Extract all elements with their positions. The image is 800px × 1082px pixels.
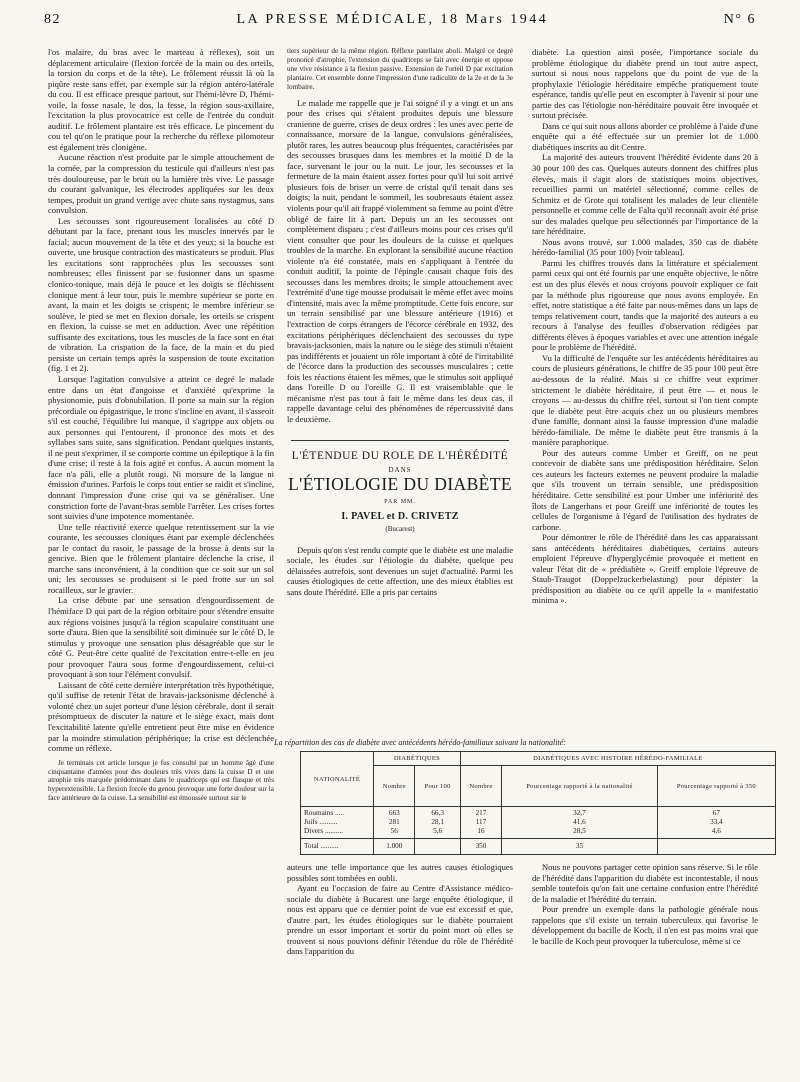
article-title: L'ÉTIOLOGIE DU DIABÈTE [288, 473, 512, 494]
paragraph: diabète. La question ainsi posée, l'importance sociale du problème étiologique du diabète prend un tout autre aspect, surtout si nous nous rappelons que du point de vue de la prophylaxie l'étiologie héréditaire empêche pratiquement toute espérance, tandis qu'elle peut en escompter à l'avenir si pour une partie des cas l'étiologie non-héréditaire pouvait être invoquée et surtout précisée. [532, 47, 758, 121]
cell-total-rapport: 35 [502, 839, 658, 855]
cell-total-nombre: 1.000 [374, 839, 415, 855]
header-nombre: Nombre [374, 766, 415, 807]
cell-nombre-2: 217 117 16 [460, 807, 501, 839]
cell-total-nombre-2: 350 [460, 839, 501, 855]
table-caption: La répartition des cas de diabète avec antécédents hérédo-familiaux suivant la nationalité: [274, 738, 566, 747]
cell-rapport-350: 67 33,4 4,6 [657, 807, 775, 839]
header-pour-100: Pour 100 [415, 766, 460, 807]
paragraph: Ayant eu l'occasion de faire au Centre d'Assistance médico-sociale du diabète à Bucarest une large enquête étiologique, il nous est apparu que ce dernier point de vue est excessif et que, d'autre part, les études étiologiques sur le diabète pourraient prendre un essor important et sortir du point mort où elles se trouvent si nous pouvions définir l'étendue du rôle de l'hérédité dans l'apparition du [287, 883, 513, 957]
paragraph: Dans ce qui suit nous allons aborder ce problème à l'aide d'une enquête qui a été effectuée sur un premier lot de 1.000 diabétiques inscrits au dit Centre. [532, 120, 758, 152]
paragraph: La crise débute par une sensation d'engourdissement de l'hémiface D qui part de la région orbitaire pour s'étendre ensuite aux régions voisines jusqu'à la région scapulaire constituant une sorte d'aura. Bien que la sensibilité soit diminuée sur le côté D, le stimulus y provoque une sensation plus désagréable que sur le côté G. Peut-être cette qualité de l'excitation entre-t-elle en jeu pour provoquer l'aura sous forme d'engourdissement, celui-ci provoquant à son tour l'élément convulsif. [48, 595, 274, 680]
header-nombre-2: Nombre [460, 766, 501, 807]
paragraph: l'os malaire, du bras avec le marteau à réflexes), soit un déplacement articulaire (flexion forcée de la main ou des orteils, la torsion du corps et de la tête). Le frôlement réussit là où la piqûre reste sans effet, par exemple sur la région antéro-latérale du cou. Il est efficace presque partout, sur l'hémi-lèvre D, l'hémi-voile, la fosse nasale, le dos, la fesse, la région sous-axillaire, l'excitation la plus provocatrice est celle de l'entrée du conduit auditif. Le frôlement plantaire est très efficace. Le pincement du cou tel qu'on le pratique pour la recherche du réflexe pilomoteur est également très clonigène. [48, 47, 274, 152]
page-number: 82 [44, 12, 61, 27]
cell-total-pour-100 [415, 839, 460, 855]
table-row [301, 807, 776, 839]
paragraph: Lorsque l'agitation convulsive a atteint ce degré le malade entre dans un état d'angoisse et d'anxiété qu'exprime la physionomie, puis d'obnubilation. Il porte sa main sur la région précordiale ou épigastrique, le tronc s'incline en avant, il s'asseoit s'il est couché, l'équilibre lui manque, il s'agrippe aux objets ou aux personnes qui l'entourent, il prononce des mots et des syllabes sans suite, sans signification. Pendant quelques instants, il ne peut s'exprimer, il se comporte comme un épileptique à la fin d'une crise; il reste à la fois agité et confus. A aucun moment la face n'a pâli, elle a plutôt rougi. Ni morsure de la langue ni émission d'urines. Parfois le corps tout entier se raidit et s'incline, donnant l'impression d'une crise qui va se généraliser. Une constriction forte de l'avant-bras semble l'arrêter. Les crises fortes sont suivies d'une impotence momentanée. [48, 373, 274, 522]
footnote-continued: tiers supérieur de la même région. Réflexe patellaire aboli. Malgré ce degré prononcé d'atrophie, l'extension du quadriceps se fait avec énergie et oppose une vive résistance à la flexion passive. Extension de l'orteil D par excitation plantaire. Cet ensemble donne l'impression d'une radiculite de la 2e et de la 3e lombaire. [287, 47, 513, 91]
masthead [44, 12, 756, 36]
paragraph: Nous ne pouvons partager cette opinion sans réserve. Si le rôle de l'hérédité dans l'apparition du diabète est incontestable, il nous semble toutefois qu'on fait une certaine confusion entre l'hérédité de la maladie et l'hérédité du terrain. [532, 862, 758, 904]
footnote: Je terminais cet article lorsque je fus consulté par un homme âgé d'une cinquantaine d'années pour des douleurs très vives dans la cuisse D et une atrophie très marquée prédominant dans le quadriceps qui est flasque et très hyperextensible. La flexion forcée du genou provoque une forte douleur sur la face antérieure de la cuisse. La sensibilité est émoussée surtout sur le [48, 758, 274, 803]
paragraph: Depuis qu'on s'est rendu compte que le diabète est une maladie sociale, les études sur l'étiologie du diabète, quelque peu délaissées autrefois, sont devenues un sujet d'actualité. Parmi les causes étiologiques de cette affection, une des mieux établies est sans doute l'hérédité. Elle a pris par certains [287, 544, 513, 597]
article-par: PAR MM. [384, 499, 416, 506]
paragraph: Pour des auteurs comme Umber et Greiff, on ne peut concevoir de diabète sans une prédisposition héréditaire. Selon ces auteurs les facteurs externes ne peuvent produire la maladie que s'ils trouvent un terrain sensible, une prédisposition héréditaire. Cette sensibilité est pour Umber une infériorité des îlots de Langerhans et pour Greiff une infériorité de toutes les cellules de l'organisme à l'égard de l'utilisation des hydrates de carbone. [532, 447, 758, 532]
article-heading [287, 440, 513, 534]
data-table [300, 751, 776, 855]
cell-total-label: Total .......... [301, 839, 374, 855]
divider [291, 440, 509, 441]
journal-title: LA PRESSE MÉDICALE, 18 Mars 1944 [236, 12, 549, 27]
issue-number: N° 6 [723, 12, 756, 27]
paragraph: Une telle réactivité exerce quelque retentissement sur la vie courante, les secousses cloniques étant par exemple déclenchées par le contact du rasoir, le passage de la brosse à dents sur la gencive. Bien que le frôlement plantaire déclenche la crise, il marche sans inconvénient, à la condition que ce soit sur un sol uni; les secousses se produisent si le pied frotte sur un sol rocailleux, sur le gravier. [48, 521, 274, 595]
article-city: (Bucarest) [385, 525, 415, 534]
header-hereditaire: DIABÉTIQUES AVEC HISTOIRE HÉRÉDO-FAMILIALE [460, 752, 775, 766]
header-nationalite: NATIONALITÉ [301, 752, 374, 807]
paragraph: Laissant de côté cette dernière interprétation très hypothétique, qu'il suffise de retenir l'état de bravais-jacksonisme déclenché à volonté chez un sujet porteur d'une lésion cérébrale, dont il serait présomptueux de discuter la nature et le siège exact, mais dont l'excitabilité latente qu'elle entretient peut être mise en évidence par la moindre stimulation périphérique; la crise est déclenchée comme un réflexe. [48, 679, 274, 754]
header-rapport-350: Pourcentage rapporté à 350 [657, 766, 775, 807]
paragraph: Les secousses sont rigoureusement localisées au côté D débutant par la face, prenant tous les muscles innervés par le facial; aucun mouvement de la tête et des yeux; si la bouche est ouverte, une brusque contraction des masticateurs se produit. Plus les excitations sont rapprochées plus les secousses sont nombreuses; elles finissent par se fusionner dans un spasme clonico-tonique, mais déjà le pouce et les doigts se fléchissent clonique ment à leur tour, puis le membre supérieur se porte en avant, la main et les doigts se crispent; le membre inférieur se soulève, le pied se met en flexion dorsale, les orteils se crispent en flexion, la cuisse se met en adduction. Avec une répétition suffisante des excitations, tous les muscles de la face sont en état de vibration. La crispation de la face, de la main et du pied persiste un certain temps après la suspension de toute excitation (fig. 1 et 2). [48, 215, 274, 374]
cell-nombre: 663 281 56 [374, 807, 415, 839]
article-overline: L'ÉTENDUE DU ROLE DE L'HÉRÉDITÉ [291, 450, 509, 463]
cell-pour-100: 66,3 28,1 5,6 [415, 807, 460, 839]
cell-nationalites: Roumains ..... Juifs .......... Divers .......... [301, 807, 374, 839]
paragraph: Parmi les chiffres trouvés dans la littérature et spécialement parmi ceux qui ont été fournis par une enquête objective, le nôtre est un des plus élevés et nous croyons pouvoir expliquer ce fait par la méthode plus rigoureuse que nous avons employée. En effet, notre statistique a été faite par nous-mêmes dans un laps de temps relativement court, tandis que la majorité des auteurs a eu recours à l'analyse des feuilles d'observation rédigées par différents élèves à époques variables et avec une attention inégale pour le problème de l'hérédité. [532, 257, 758, 353]
nationality-table [274, 738, 776, 855]
column-2-bottom [287, 862, 513, 957]
paragraph: Le malade me rappelle que je l'ai soigné il y a vingt et un ans pour des crises qui s'étaient produites depuis une blessure cranienne de guerre, crises de deux ordres : les unes avec perte de connaissance, morsure de la langue, convulsions généralisées, plutôt rares, les autres beaucoup plus fréquentes, caractérisées par des secousses brusques dans les membres et la moitié D de la face, survenant le jour ou la nuit. Le jour, les secousses et la fermeture de la main étaient assez fortes pour qu'il lui soit arrivé plusieurs fois de briser un verre de cristal qu'il tenait dans ses doigts; la nuit, pendant le sommeil, les soubresauts étaient assez violents pour qu'il ait frappé violemment sa femme au point d'être obligé de faire lit à part. Depuis un an les secousses ont complètement disparu ; c'est d'ailleurs moins pour ces crises qu'il vient consulter que pour les douleurs de la cuisse et quelques troubles de la marche. En explorant la sensibilité aucune réaction violente n'a été constatée, mais en s'appliquant à l'entrée du conduit auditif, la pointe de l'épingle causait chaque fois des secousses dans les membres droits; le simple attouchement avec l'extrémité d'une tige mousse produisait le même effet avec moins d'intensité, mais avec la même promptitude. Cette fois encore, sur un terrain sensibilisé par une blessure antérieure (1916) et l'extraction de corps étrangers de l'écorce cérébrale en 1932, des excitations périphériques déclenchaient des secousses du type bravais-jacksonien, mais la nature ou le siège des stimuli n'étaient pas indifférents et jouaient un rôle important à côté de l'irritabilité de l'écorce dans la production des secousses musculaires ; cette fois les réactions étaient les mêmes, que le stimulus soit appliqué dans l'oreille D ou l'oreille G. Il est vraisemblable que le mécanisme n'est pas tout à fait le même dans les deux cas, il rappelle davantage celui des phénomènes de répercussivité dans le deuxième. [287, 97, 513, 424]
column-3 [532, 47, 758, 735]
paragraph: Vu la difficulté de l'enquête sur les antécédents héréditaires au cours de plusieurs générations, le chiffre de 35 pour 100 peut être au-dessous de la réalité. Mais si ce chiffre veut exprimer strictement le diabète héréditaire, il peut être — et nous le croyons — au-dessus du chiffre réel, surtout si l'on tient compte que le diabète peut être acquis chez un ou plusieurs membres d'une famille, donnant ainsi la fausse impression d'une maladie hérédo-familiale. De même le diabète peut être transmis à la manière paraphorique. [532, 352, 758, 448]
paragraph: auteurs une telle importance que les autres causes étiologiques possibles sont tombées en oubli. [287, 862, 513, 883]
paragraph: Nous avons trouvé, sur 1.000 malades, 350 cas de diabète hérédo-familial (35 pour 100) [voir tableau]. [532, 236, 758, 258]
column-1 [48, 47, 274, 803]
paragraph: Aucune réaction n'est produite par le simple attouchement de la cornée, par la compression du testicule qui d'ailleurs n'est pas très douloureuse, par le bruit ou la lumière très vive. Le passage du courant galvanique, les électrodes appliquées sur les deux tempes, produit un grand vertige avec chute sans nystagmus, sans convulsion. [48, 152, 274, 216]
header-diabetiques: DIABÉTIQUES [374, 752, 461, 766]
table-total-row [301, 839, 776, 855]
cell-total-350 [657, 839, 775, 855]
article-dans: DANS [388, 466, 412, 475]
paragraph: La majorité des auteurs trouvent l'hérédité évidente dans 20 à 30 pour 100 des cas. Quelques auteurs donnent des chiffres plus élevés, mais il s'agit alors de statistiques moins objectives, recueillies parmi un matériel sélectionné, comme celles de Schmitz et de Grote qui totalisent les malades de leur clientèle personnelle et comme celle de Falta qu'il reconnaît avoir été prise sur des malades quelque peu sélectionnés par l'importance de la tare héréditaire. [532, 152, 758, 237]
cell-rapport-nationalite: 32,7 41,6 28,5 [502, 807, 658, 839]
paragraph: Pour prendre un exemple dans la pathologie générale nous rappelons que s'il existe un terrain tuberculeux qui favorise le développement du bacille de Koch, il n'en est pas moins vrai que le bacille de Koch peut provoquer la tuberculose, même si ce [532, 904, 758, 946]
paragraph: Pour démontrer le rôle de l'hérédité dans les cas apparaissant sans antécédents héréditaires diabétiques, certains auteurs emploient l'épreuve d'hyperglycémie provoquée et mettent en valeur l'état dit de « prédiabète ». Greiff emploie l'épreuve de Staub-Traugot (Doppelzuckerbelastung) pour dépister la prédisposition au diabète ou ce qu'il appelle la « manifestatio minima ». [532, 532, 758, 606]
article-authors: I. PAVEL et D. CRIVETZ [341, 510, 459, 522]
column-3-bottom [532, 862, 758, 946]
header-rapport-nationalite: Pourcentage rapporté à la nationalité [502, 766, 658, 807]
